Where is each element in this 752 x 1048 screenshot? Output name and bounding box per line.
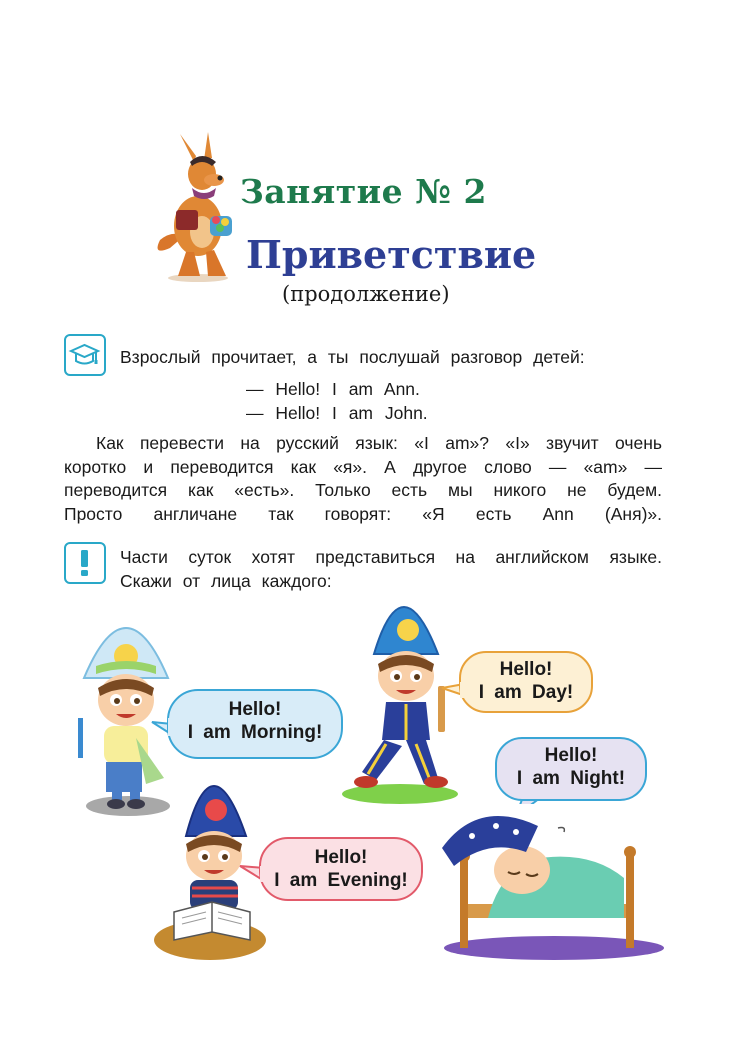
- bubble-day-text: [460, 658, 592, 704]
- bubble-evening-line1: Hello!: [314, 847, 368, 868]
- bubble-morning-text: [168, 698, 342, 744]
- bubble-day-line1: Hello!: [499, 659, 553, 680]
- explanation-line: Просто англичане так говорят: «Я есть Ann (Аня)».: [64, 503, 662, 524]
- explanation-paragraph: [64, 432, 662, 526]
- bubble-evening-text: [260, 846, 422, 892]
- dialog-line: — Hello! I am John.: [246, 403, 428, 423]
- exclamation-icon: [64, 542, 106, 584]
- bubble-morning-line2: I am Morning!: [187, 722, 323, 743]
- topic-subtitle: (продолжение): [282, 282, 450, 306]
- bubble-night-line1: Hello!: [544, 745, 598, 766]
- graduation-cap-icon: [64, 334, 106, 376]
- lesson-title: Занятие № 2: [240, 172, 487, 211]
- bubble-night-text: [496, 744, 646, 790]
- task2-instruction-line: Скажи от лица каждого:: [120, 570, 332, 591]
- explanation-line: переводится как «есть». Только есть мы никого не будем.: [64, 480, 662, 500]
- night-sleeping-illustration: [438, 808, 666, 960]
- dialog-line: — Hello! I am Ann.: [246, 379, 420, 399]
- task2-instruction: [120, 546, 662, 593]
- bubble-evening-line2: I am Evening!: [274, 870, 408, 891]
- explanation-line: Как перевести на русский язык: «I am»? «I» звучит очень: [96, 433, 662, 453]
- explanation-line: коротко и переводится как «я». А другое слово — «am» —: [64, 456, 662, 477]
- bubble-night-line2: I am Night!: [516, 768, 626, 789]
- bubble-day-line2: I am Day!: [478, 682, 574, 703]
- task1-instruction: Взрослый прочитает, а ты послушай разговор детей:: [120, 347, 585, 367]
- task2-instruction-line: Части суток хотят представиться на английском языке.: [120, 547, 662, 567]
- kangaroo-mascot-illustration: [150, 128, 245, 283]
- topic-title: Приветствие: [246, 232, 537, 277]
- bubble-morning-line1: Hello!: [228, 699, 282, 720]
